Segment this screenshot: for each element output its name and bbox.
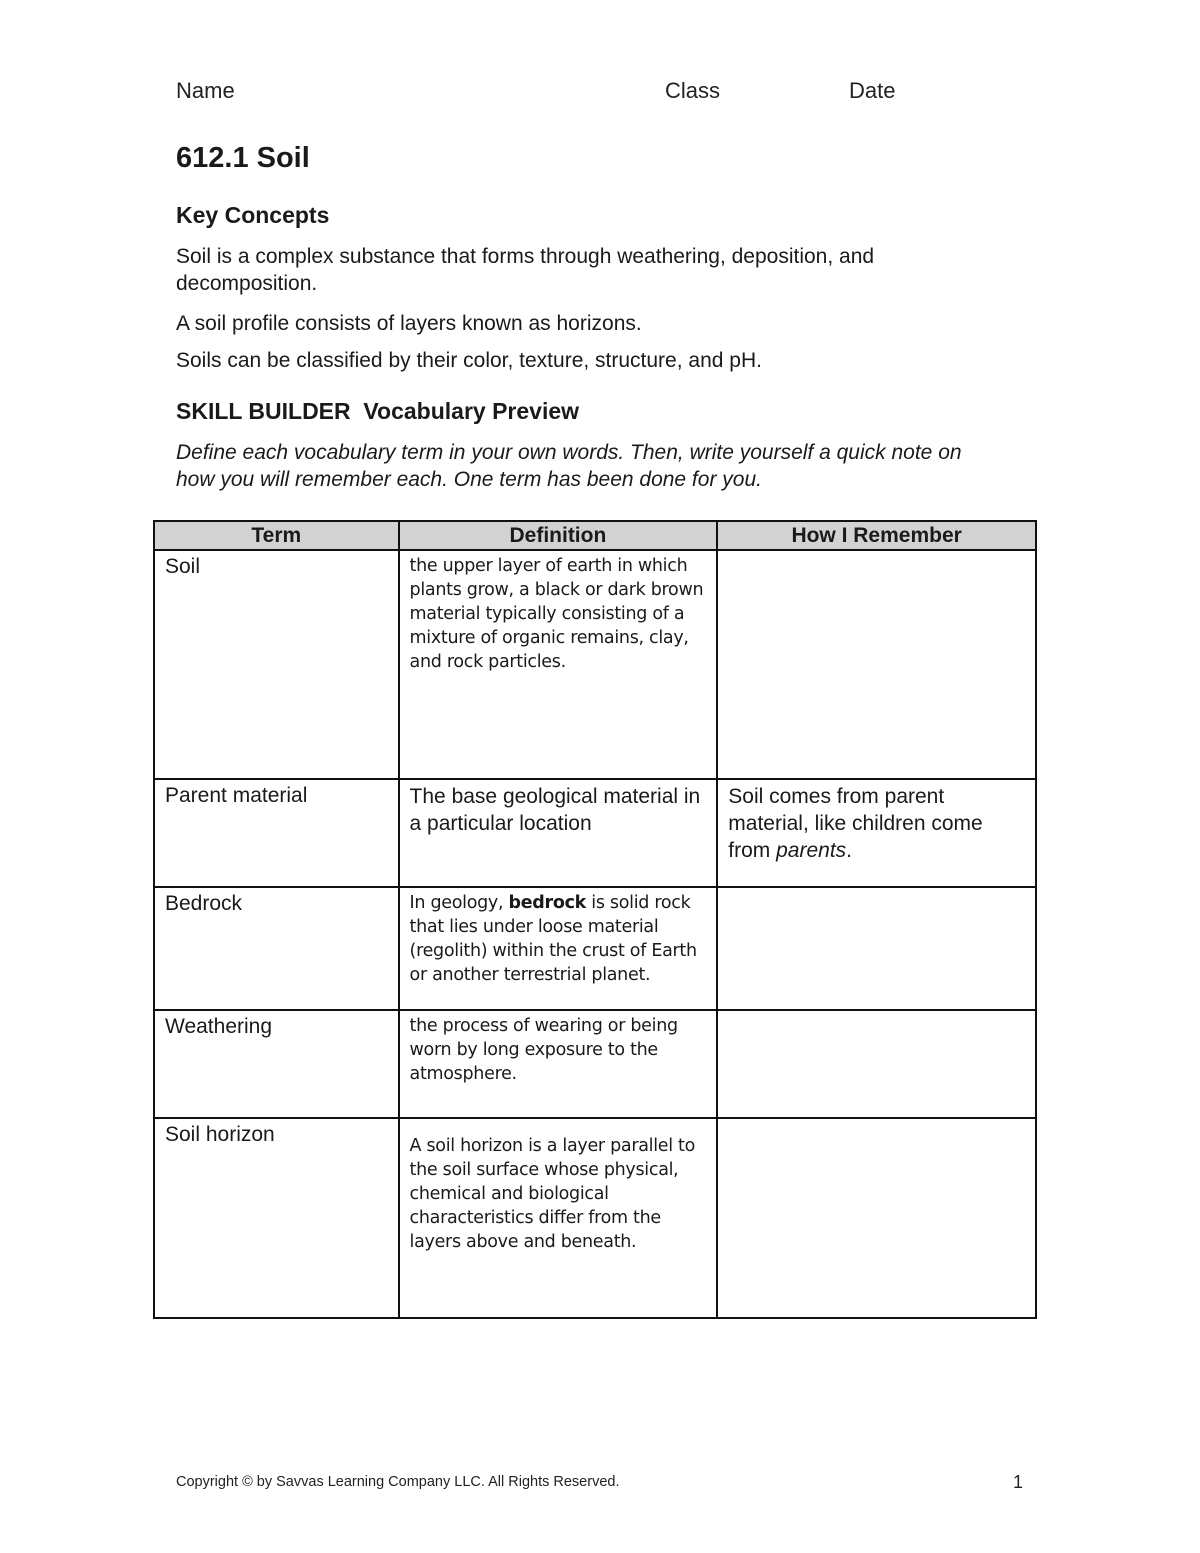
skill-builder-heading: SKILL BUILDER Vocabulary Preview bbox=[176, 398, 580, 424]
definition-column-header: Definition bbox=[399, 521, 718, 550]
remember-cell[interactable] bbox=[717, 550, 1036, 779]
table-row bbox=[154, 550, 1036, 779]
class-label: Class bbox=[665, 78, 721, 103]
remember-suffix: . bbox=[846, 839, 852, 862]
term-cell: Bedrock bbox=[154, 887, 399, 1010]
remember-text: Soil comes from parent material, like children come from bbox=[728, 785, 983, 862]
term-cell: Weathering bbox=[154, 1010, 399, 1118]
vocabulary-table bbox=[153, 520, 1037, 1319]
definition-cell[interactable] bbox=[399, 1118, 718, 1318]
table-row bbox=[154, 887, 1036, 1010]
copyright-footer: Copyright © by Savvas Learning Company LLC. All Rights Reserved. bbox=[176, 1474, 620, 1490]
definition-text: In geology, bbox=[409, 893, 509, 913]
header-row bbox=[176, 78, 976, 108]
key-concept-3: Soils can be classified by their color, texture, structure, and pH. bbox=[176, 349, 762, 372]
term-cell: Soil bbox=[154, 550, 399, 779]
table-row bbox=[154, 779, 1036, 887]
term-cell: Parent material bbox=[154, 779, 399, 887]
definition-text: A soil horizon is a layer parallel to the soil surface whose physical, chemical and biological characteristics differ from the layers above and beneath. bbox=[409, 1136, 696, 1252]
remember-column-header: How I Remember bbox=[717, 521, 1036, 550]
term-column-header: Term bbox=[154, 521, 399, 550]
name-label: Name bbox=[176, 78, 235, 103]
table-row bbox=[154, 1010, 1036, 1118]
definition-cell[interactable]: the upper layer of earth in which plants grow, a black or dark brown material typically consisting of a mixture of organic remains, clay, and rock particles. bbox=[399, 550, 718, 779]
page-number: 1 bbox=[1013, 1472, 1024, 1492]
table-row bbox=[154, 1118, 1036, 1318]
key-concept-2: A soil profile consists of layers known as horizons. bbox=[176, 312, 642, 335]
page-title: 612.1 Soil bbox=[176, 142, 310, 174]
key-concepts-heading: Key Concepts bbox=[176, 202, 330, 228]
term-cell: Soil horizon bbox=[154, 1118, 399, 1318]
remember-cell[interactable] bbox=[717, 1010, 1036, 1118]
table-header-row bbox=[154, 521, 1036, 550]
remember-emphasis: parents bbox=[776, 839, 847, 862]
remember-cell[interactable] bbox=[717, 779, 1036, 887]
definition-cell[interactable] bbox=[399, 887, 718, 1010]
definition-cell[interactable]: the process of wearing or being worn by long exposure to the atmosphere. bbox=[399, 1010, 718, 1118]
definition-cell[interactable]: The base geological material in a particular location bbox=[399, 779, 718, 887]
remember-cell[interactable] bbox=[717, 1118, 1036, 1318]
definition-suffix: is solid rock that lies under loose material (regolith) within the crust of Earth or another terrestrial planet. bbox=[409, 893, 697, 985]
key-concept-1: Soil is a complex substance that forms through weathering, deposition, and decomposition. bbox=[176, 245, 875, 295]
remember-cell[interactable] bbox=[717, 887, 1036, 1010]
skill-builder-instructions: Define each vocabulary term in your own words. Then, write yourself a quick note on how you will remember each. One term has been done for you. bbox=[176, 441, 962, 491]
definition-bold-term: bedrock bbox=[508, 893, 587, 913]
date-label: Date bbox=[849, 78, 896, 103]
